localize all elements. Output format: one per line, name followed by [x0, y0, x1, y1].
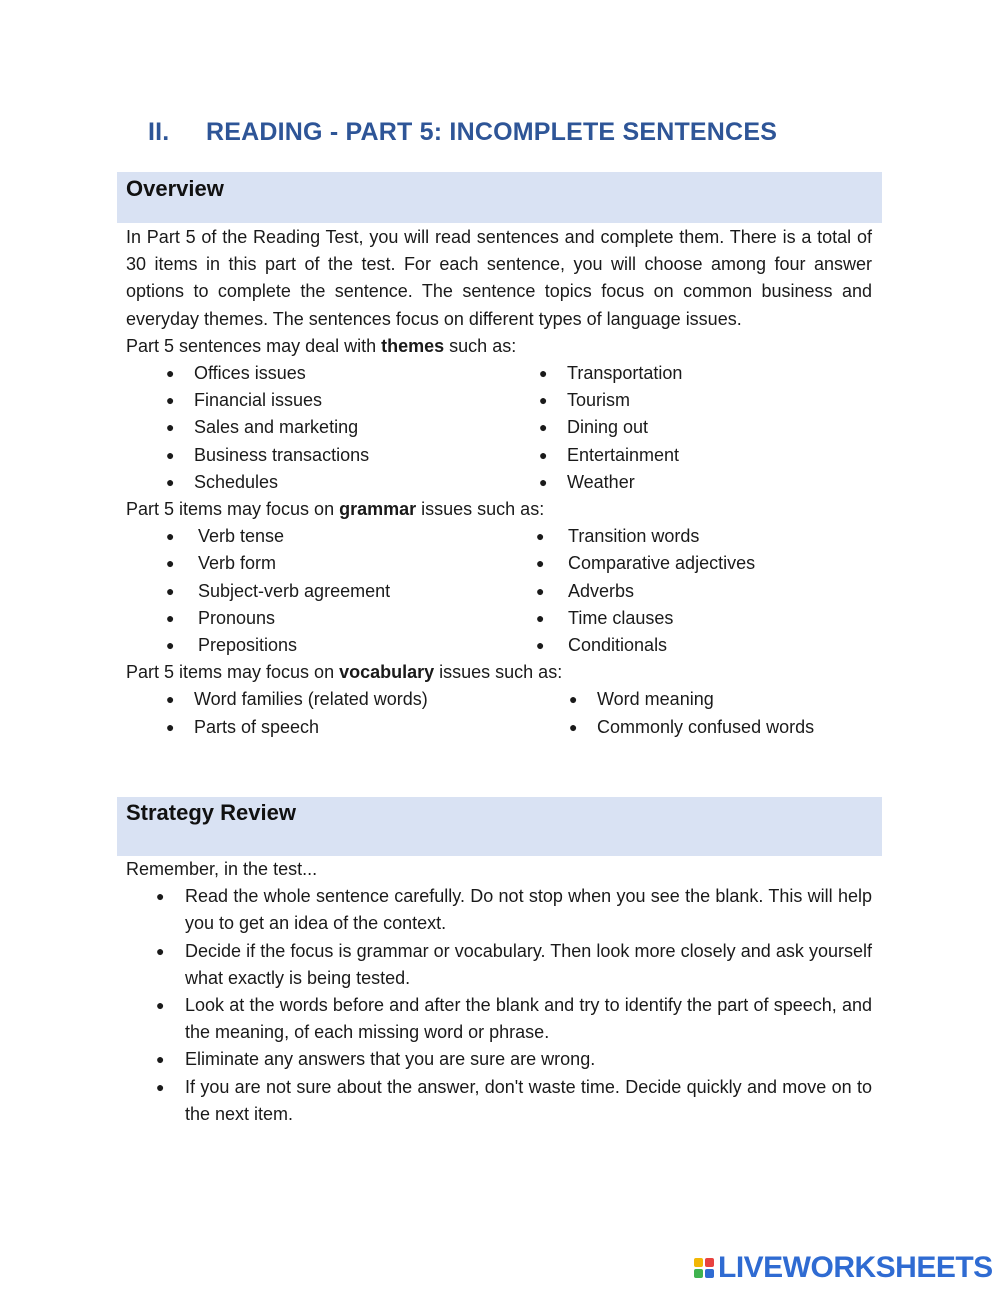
list-item-text: Time clauses — [568, 607, 674, 628]
grammar-item-left-5 — [166, 632, 297, 659]
list-item-text: Financial issues — [194, 390, 323, 411]
grammar-list — [126, 523, 872, 659]
bullet-icon: ● — [536, 582, 545, 599]
vocabulary-bold: vocabulary — [339, 662, 435, 683]
list-item-text: Word meaning — [597, 689, 714, 710]
themes-item-left-5 — [166, 469, 278, 496]
list-item-text: Pronouns — [198, 607, 276, 628]
bullet-icon: ● — [156, 1051, 165, 1068]
list-item-text: Business transactions — [194, 444, 370, 465]
list-item-text: Commonly confused words — [597, 716, 815, 737]
list-item-text: Sales and marketing — [194, 417, 359, 438]
logo-square-4 — [705, 1269, 714, 1278]
themes-item-left-3 — [166, 414, 358, 441]
bullet-icon: ● — [166, 637, 175, 654]
themes-item-left-4 — [166, 442, 369, 469]
page-title — [148, 118, 777, 147]
bullet-icon: ● — [539, 446, 548, 463]
grammar-item-left-2 — [166, 550, 276, 577]
grammar-item-right-2 — [536, 550, 755, 577]
vocab-item-left-2 — [166, 714, 319, 741]
bullet-icon: ● — [569, 718, 578, 735]
themes-item-right-3 — [539, 414, 648, 441]
bullet-icon: ● — [536, 555, 545, 572]
bullet-icon: ● — [156, 997, 165, 1014]
grammar-item-right-1 — [536, 523, 699, 550]
strategy-item — [126, 1074, 872, 1128]
list-item-text: Verb form — [198, 553, 277, 574]
list-item-text: Parts of speech — [194, 716, 320, 737]
grammar-intro: Part 5 items may focus on grammar issues such as: — [126, 499, 545, 520]
themes-item-right-2 — [539, 387, 630, 414]
themes-item-left-2 — [166, 387, 322, 414]
strategy-item-text: If you are not sure about the answer, don't waste time. Decide quickly and move on to the next item. — [185, 1076, 872, 1124]
overview-body — [126, 224, 872, 741]
strategy-heading-band — [117, 797, 882, 856]
grammar-item-right-4 — [536, 605, 673, 632]
grammar-item-left-4 — [166, 605, 275, 632]
bullet-icon: ● — [166, 528, 175, 545]
bullet-icon: ● — [166, 555, 175, 572]
section-number: II. — [148, 118, 170, 146]
bullet-icon: ● — [166, 419, 175, 436]
grammar-item-left-1 — [166, 523, 284, 550]
strategy-item — [126, 883, 872, 937]
bullet-icon: ● — [569, 691, 578, 708]
list-item-text: Offices issues — [194, 363, 306, 384]
bullet-icon: ● — [536, 609, 545, 626]
bullet-icon: ● — [166, 446, 175, 463]
list-item-text: Subject-verb agreement — [198, 580, 391, 601]
themes-list — [126, 360, 872, 496]
list-item-text: Transition words — [568, 526, 700, 547]
list-item-text: Verb tense — [198, 526, 285, 547]
strategy-item-text: Read the whole sentence carefully. Do not stop when you see the blank. This will help you to get an idea of the context. — [185, 886, 872, 934]
strategy-intro: Remember, in the test... — [126, 859, 318, 879]
themes-item-right-1 — [539, 360, 682, 387]
bullet-icon: ● — [156, 942, 165, 959]
vocabulary-list — [126, 686, 872, 741]
bullet-icon: ● — [166, 392, 175, 409]
logo-square-2 — [705, 1258, 714, 1267]
strategy-item-text: Decide if the focus is grammar or vocabulary. Then look more closely and ask yourself what exactly is being tested. — [185, 940, 872, 988]
list-item-text: Entertainment — [567, 444, 680, 465]
bullet-icon: ● — [156, 1078, 165, 1095]
strategy-item — [126, 938, 872, 992]
section-title-text: READING - PART 5: INCOMPLETE SENTENCES — [206, 118, 778, 146]
list-item-text: Weather — [567, 471, 635, 492]
logo-text: LIVEWORKSHEETS — [718, 1251, 993, 1284]
bullet-icon: ● — [536, 528, 545, 545]
themes-item-left-1 — [166, 360, 306, 387]
bullet-icon: ● — [539, 473, 548, 490]
themes-intro: Part 5 sentences may deal with themes such as: — [126, 335, 517, 356]
bullet-icon: ● — [539, 365, 548, 382]
themes-item-right-5 — [539, 469, 635, 496]
themes-item-right-4 — [539, 442, 679, 469]
overview-paragraph: In Part 5 of the Reading Test, you will read sentences and complete them. There is a total of 30 items in this part of the test. For each sentence, you will choose among four answer options to complete the sentence. The sentence topics focus on common business and everyday themes. The sentences focus on different types of language issues. — [126, 227, 872, 329]
grammar-item-right-3 — [536, 578, 634, 605]
themes-bold: themes — [381, 335, 445, 356]
list-item-text: Word families (related words) — [194, 689, 428, 710]
strategy-heading: Strategy Review — [126, 800, 296, 825]
overview-heading: Overview — [126, 176, 224, 201]
bullet-icon: ● — [536, 637, 545, 654]
list-item-text: Tourism — [567, 390, 631, 411]
list-item-text: Comparative adjectives — [568, 553, 756, 574]
bullet-icon: ● — [156, 888, 165, 905]
strategy-item-text: Look at the words before and after the blank and try to identify the part of speech, and the meaning, of each missing word or phrase. — [185, 995, 872, 1043]
bullet-icon: ● — [539, 419, 548, 436]
list-item-text: Adverbs — [568, 580, 635, 601]
overview-heading-band — [117, 172, 882, 223]
bullet-icon: ● — [166, 473, 175, 490]
strategy-item-text: Eliminate any answers that you are sure are wrong. — [185, 1049, 596, 1070]
strategy-item — [126, 1046, 872, 1073]
strategy-list — [126, 883, 872, 1128]
bullet-icon: ● — [166, 582, 175, 599]
list-item-text: Dining out — [567, 417, 649, 438]
bullet-icon: ● — [166, 365, 175, 382]
vocabulary-intro: Part 5 items may focus on vocabulary issues such as: — [126, 662, 563, 683]
bullet-icon: ● — [166, 691, 175, 708]
list-item-text: Conditionals — [568, 635, 668, 656]
grammar-item-right-5 — [536, 632, 667, 659]
bullet-icon: ● — [166, 609, 175, 626]
logo-square-1 — [694, 1258, 703, 1267]
bullet-icon: ● — [539, 392, 548, 409]
strategy-body — [126, 856, 872, 1128]
list-item-text: Prepositions — [198, 635, 298, 656]
list-item-text: Transportation — [567, 363, 683, 384]
vocab-item-right-1 — [569, 686, 714, 713]
liveworksheets-logo — [694, 1253, 993, 1283]
logo-square-3 — [694, 1269, 703, 1278]
grammar-bold: grammar — [339, 499, 417, 520]
grammar-item-left-3 — [166, 578, 390, 605]
logo-mark-icon — [694, 1258, 714, 1278]
list-item-text: Schedules — [194, 471, 279, 492]
vocab-item-right-2 — [569, 714, 814, 741]
bullet-icon: ● — [166, 718, 175, 735]
vocab-item-left-1 — [166, 686, 428, 713]
strategy-item — [126, 992, 872, 1046]
